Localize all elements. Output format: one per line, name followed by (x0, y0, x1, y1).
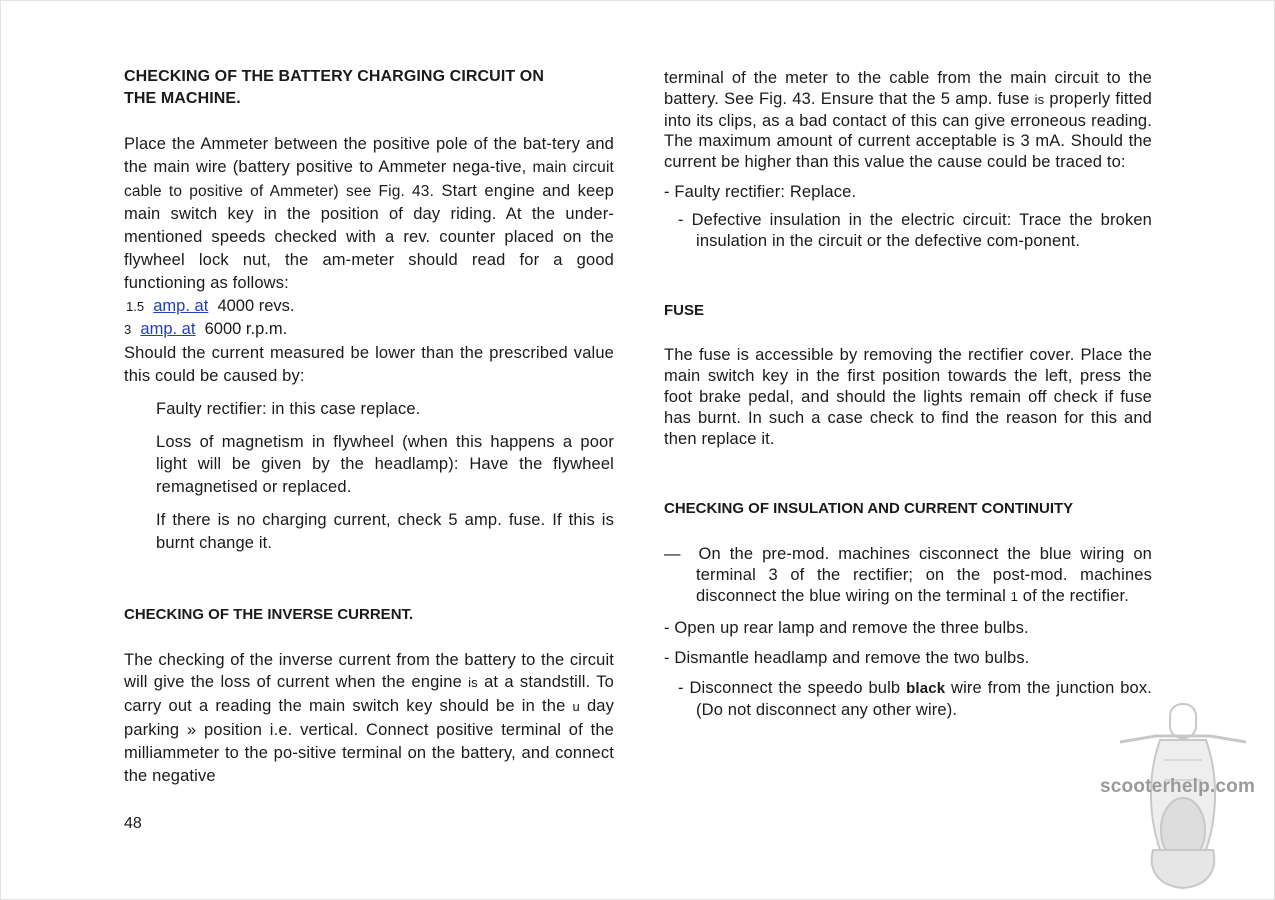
amp-link-1[interactable]: amp. at (153, 296, 209, 315)
reading-line-1: 1.5 amp. at 4000 revs. (126, 296, 295, 315)
current-lower-paragraph: Should the current measured be lower than the prescribed value this could be caused by: (124, 344, 614, 385)
section-heading-inverse-current: CHECKING OF THE INVERSE CURRENT. (124, 605, 414, 623)
trace-item-faulty-rectifier: - Faulty rectifier: Replace. (664, 182, 857, 201)
cause-loss-of-magnetism: Loss of magnetism in flywheel (when this happens a poor light will be given by the headlamp): Have the flywheel remagnetised or replaced. (156, 432, 614, 497)
section-heading-fuse: FUSE (664, 302, 705, 320)
step-open-rear-lamp: - Open up rear lamp and remove the three bulbs. (664, 618, 1029, 637)
inverse-current-paragraph: The checking of the inverse current from the battery to the circuit will give the loss of current when the engine is at a standstill. To carry out a reading the main switch key should be in the u day parking » position i.e. vertical. Connect positive terminal of the milliammeter to the po-sitive terminal on the battery, and connect the negative (124, 650, 615, 785)
trace-item-defective-insulation: - Defective insulation in the electric circuit: Trace the broken insulation in the circuit or the defective com-ponent. (678, 210, 1152, 250)
step-disconnect-blue-wiring: — On the pre-mod. machines cisconnect the blue wiring on terminal 3 of the rectifier; on the post-mod. machines disconnect the blue wiring on the terminal 1 of the rectifier. (664, 545, 1153, 605)
meter-terminal-paragraph: terminal of the meter to the cable from the main circuit to the battery. See Fig. 43. Ensure that the 5 amp. fuse is properly fitted into its clips, as a bad contact of this can give erroneous reading. The maximum amount of current acceptable is 3 mA. Should the current be higher than this value the cause could be traced to: (664, 69, 1153, 172)
battery-charging-paragraph: Place the Ammeter between the positive pole of the bat-tery and the main wire (battery positive to Ammeter nega-tive, main circuit cable to positive of Ammeter) see Fig. 43. Start engine and keep main switch key in the position of day riding. At the under-mentioned speeds checked with a rev. counter placed on the flywheel lock nut, the am-meter should read for a good functioning as follows: (124, 135, 615, 292)
fuse-paragraph: The fuse is accessible by removing the rectifier cover. Place the main switch key in the first position towards the left, press the foot brake pedal, and should the lights remain off check if fuse has burnt. In such a case check to find the reason for this and then replace it. (664, 346, 1152, 448)
cause-faulty-rectifier: Faulty rectifier: in this case replace. (156, 399, 421, 418)
watermark-text: scooterhelp.com (1100, 776, 1256, 797)
cause-no-charging-current: If there is no charging current, check 5 amp. fuse. If this is burnt change it. (156, 510, 614, 552)
right-column (664, 68, 1152, 721)
step-dismantle-headlamp: - Dismantle headlamp and remove the two bulbs. (664, 648, 1030, 667)
section-heading-insulation: CHECKING OF INSULATION AND CURRENT CONTINUITY (664, 500, 1074, 518)
step-disconnect-speedo-bulb: - Disconnect the speedo bulb black wire from the junction box. (Do not disconnect any other wire). (678, 679, 1153, 720)
page-number: 48 (124, 815, 142, 832)
amp-link-2[interactable]: amp. at (140, 320, 196, 339)
section-heading-battery-charging: CHECKING OF THE BATTERY CHARGING CIRCUIT ON THE MACHINE. (124, 68, 545, 107)
reading-line-2: 3 amp. at 6000 r.p.m. (124, 320, 288, 339)
left-column (124, 66, 614, 787)
